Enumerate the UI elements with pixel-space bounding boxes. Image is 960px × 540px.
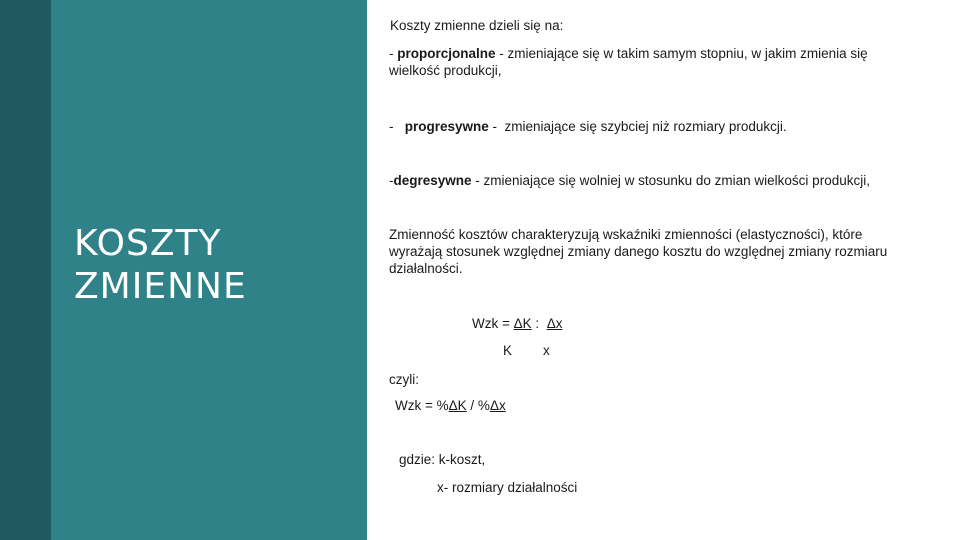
item-progresywne	[389, 118, 787, 135]
item2-term: progresywne	[404, 119, 489, 134]
formula2-delta-k: ΔK	[448, 398, 467, 413]
item3-prefix: -	[389, 173, 394, 188]
item1-text: - zmieniające się w takim samym stopniu, w jakim zmienia się wielkość produkcji,	[389, 46, 868, 78]
formula2-mid: / %	[466, 398, 490, 413]
formula1-op: :	[531, 316, 547, 331]
formula2-lhs: Wzk = %	[395, 398, 449, 413]
formula2-delta-x: Δx	[489, 398, 506, 413]
item3-text: - zmieniające się wolniej w stosunku do zmian wielkości produkcji,	[471, 173, 870, 188]
slide-title-line1: KOSZTY	[74, 223, 222, 264]
item1-prefix: -	[389, 46, 398, 61]
formula-percent	[395, 397, 506, 414]
czyli-label: czyli:	[389, 372, 419, 387]
item2-text: - zmieniające się szybciej niż rozmiary produkcji.	[488, 119, 787, 134]
formula1-denominator-k: K	[503, 343, 513, 358]
item3-term: degresywne	[393, 173, 472, 188]
item1-term: proporcjonalne	[397, 46, 496, 61]
item-proporcjonalne	[389, 45, 919, 79]
slide-title	[74, 222, 354, 308]
formula1-denominator-x: x	[543, 343, 550, 358]
formula-ratio	[472, 315, 562, 332]
intro-text: Koszty zmienne dzieli się na:	[390, 18, 564, 33]
formula1-lhs: Wzk =	[472, 316, 514, 331]
left-dark-band	[0, 0, 51, 540]
formula1-delta-k: ΔK	[513, 316, 532, 331]
elasticity-paragraph: Zmienność kosztów charakteryzują wskaźniki zmienności (elastyczności), które wyrażają stosunek względnej zmiany danego kosztu do względnej zmiany rozmiaru działalności.	[389, 227, 888, 276]
formula1-delta-x: Δx	[546, 316, 563, 331]
x-definition: x- rozmiary działalności	[437, 480, 578, 495]
item2-prefix: -	[389, 119, 405, 134]
slide-title-line2: ZMIENNE	[74, 266, 247, 307]
gdzie-definition: gdzie: k-koszt,	[399, 452, 486, 467]
item-degresywne	[389, 172, 870, 189]
